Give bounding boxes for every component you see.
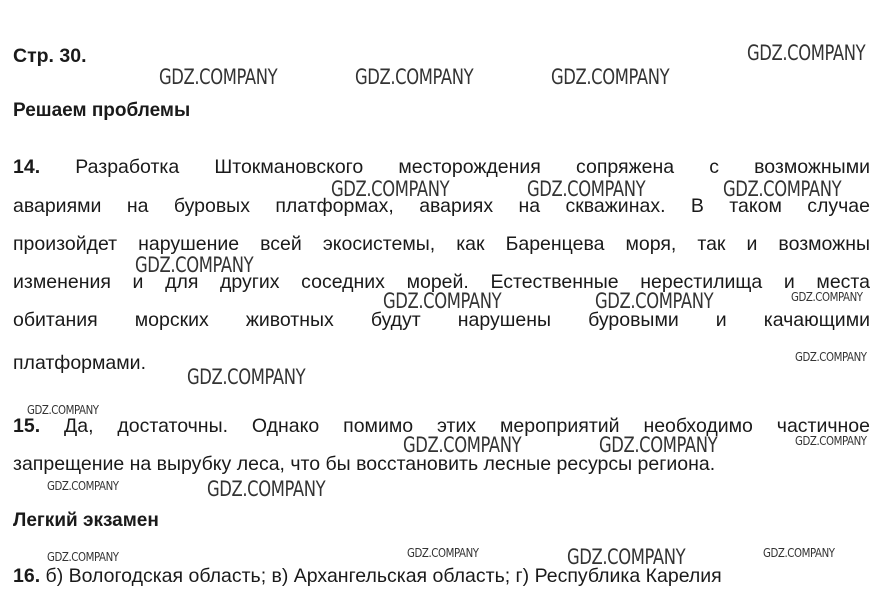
watermark: GDZ.COMPANY (527, 177, 646, 201)
watermark: GDZ.COMPANY (763, 546, 835, 560)
answer-14-line-1: 14. Разработка Штокмановского месторождения сопряжена с возможными (13, 156, 870, 178)
watermark: GDZ.COMPANY (355, 65, 474, 89)
answer-14-line-2: авариями на буровых платформах, авариях на скважинах. В таком случае (13, 195, 870, 217)
watermark: GDZ.COMPANY (187, 365, 306, 389)
watermark: GDZ.COMPANY (795, 350, 867, 364)
watermark: GDZ.COMPANY (747, 41, 866, 65)
answer-14-number: 14. (13, 156, 41, 178)
watermark: GDZ.COMPANY (567, 545, 686, 569)
page-label: Стр. 30. (13, 45, 87, 67)
watermark: GDZ.COMPANY (407, 546, 479, 560)
watermark: GDZ.COMPANY (207, 477, 326, 501)
watermark: GDZ.COMPANY (331, 177, 450, 201)
watermark: GDZ.COMPANY (595, 289, 714, 313)
answer-14-line-5: обитания морских животных будут нарушены буровыми и качающими (13, 309, 870, 331)
watermark: GDZ.COMPANY (599, 433, 718, 457)
answer-16: 16. б) Вологодская область; в) Архангельская область; г) Республика Карелия (13, 565, 722, 587)
watermark: GDZ.COMPANY (47, 479, 119, 493)
section-title-problems: Решаем проблемы (13, 100, 191, 121)
answer-15-line-1: 15. Да, достаточны. Однако помимо этих мероприятий необходимо частичное (13, 415, 870, 437)
watermark: GDZ.COMPANY (27, 403, 99, 417)
answer-16-number: 16. (13, 565, 41, 587)
answer-14-line-3: произойдет нарушение всей экосистемы, как Баренцева моря, так и возможны (13, 233, 870, 255)
watermark: GDZ.COMPANY (723, 177, 842, 201)
watermark: GDZ.COMPANY (403, 433, 522, 457)
watermark: GDZ.COMPANY (135, 253, 254, 277)
watermark: GDZ.COMPANY (383, 289, 502, 313)
watermark: GDZ.COMPANY (551, 65, 670, 89)
section-title-exam: Легкий экзамен (13, 510, 159, 531)
answer-15-number: 15. (13, 415, 41, 437)
answer-14-line-6: платформами. (13, 352, 146, 374)
answer-15-line-2: запрещение на вырубку леса, что бы восстановить лесные ресурсы региона. (13, 453, 716, 475)
watermark: GDZ.COMPANY (159, 65, 278, 89)
answer-14-line-4: изменения и для других соседних морей. Естественные нерестилища и места (13, 271, 870, 293)
watermark: GDZ.COMPANY (47, 550, 119, 564)
watermark: GDZ.COMPANY (791, 290, 863, 304)
watermark: GDZ.COMPANY (795, 434, 867, 448)
